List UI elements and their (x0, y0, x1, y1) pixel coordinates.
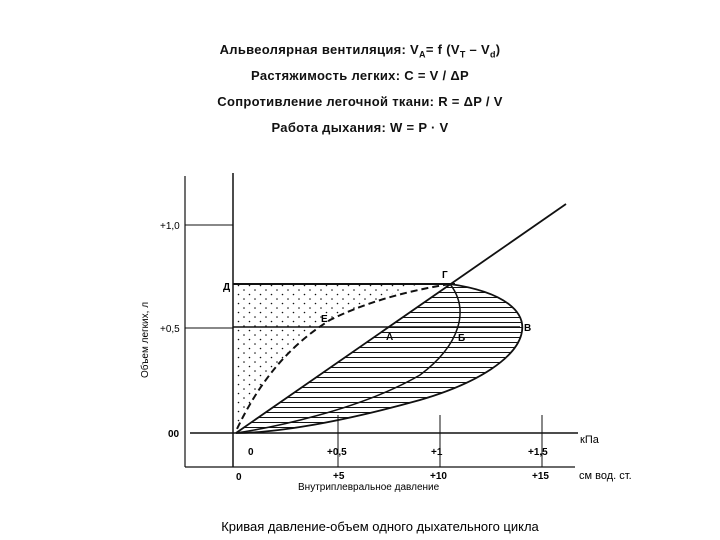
y-tick-label-05: +0,5 (160, 324, 180, 335)
x-tick-cm-10: +10 (430, 471, 447, 482)
point-label-v: В (524, 323, 532, 334)
formula-compliance: Растяжимость легких: C = V / ΔP (251, 68, 469, 83)
x-tick-kpa-0: 0 (248, 447, 254, 458)
formula-resistance: Сопротивление легочной ткани: R = ΔP / V (217, 94, 503, 109)
point-label-b: Б (458, 333, 466, 344)
x-tick-kpa-15: +1,5 (528, 447, 548, 458)
x-tick-kpa-05: +0,5 (327, 447, 347, 458)
point-label-d: Д (223, 282, 231, 293)
x-axis-label: Внутриплевральное давление (298, 482, 440, 493)
x-unit-kpa: кПа (580, 434, 599, 446)
figure-caption: Кривая давление-объем одного дыхательного цикла (221, 519, 539, 534)
y-tick-label-1: +1,0 (160, 221, 180, 232)
y-tick-label-0: 00 (168, 429, 180, 440)
x-axis-ticks (338, 415, 542, 467)
x-tick-kpa-1: +1 (431, 447, 443, 458)
point-label-a: А (386, 332, 394, 343)
x-unit-cm: см вод. ст. (579, 470, 632, 482)
y-axis-ticks (185, 225, 233, 328)
point-label-g: Г (442, 270, 448, 281)
point-label-e: Е (321, 314, 328, 325)
formula-work: Работа дыхания: W = P · V (271, 120, 449, 135)
x-tick-labels-kpa (248, 447, 548, 458)
x-tick-cm-5: +5 (333, 471, 345, 482)
x-tick-cm-15: +15 (532, 471, 549, 482)
x-tick-cm-0: 0 (236, 472, 242, 483)
formula-alveolar-ventilation: Альвеолярная вентиляция: $V_A= f$ $(V_T - V_d)$ (219, 42, 501, 60)
y-axis-label: Объем легких, л (140, 301, 151, 378)
